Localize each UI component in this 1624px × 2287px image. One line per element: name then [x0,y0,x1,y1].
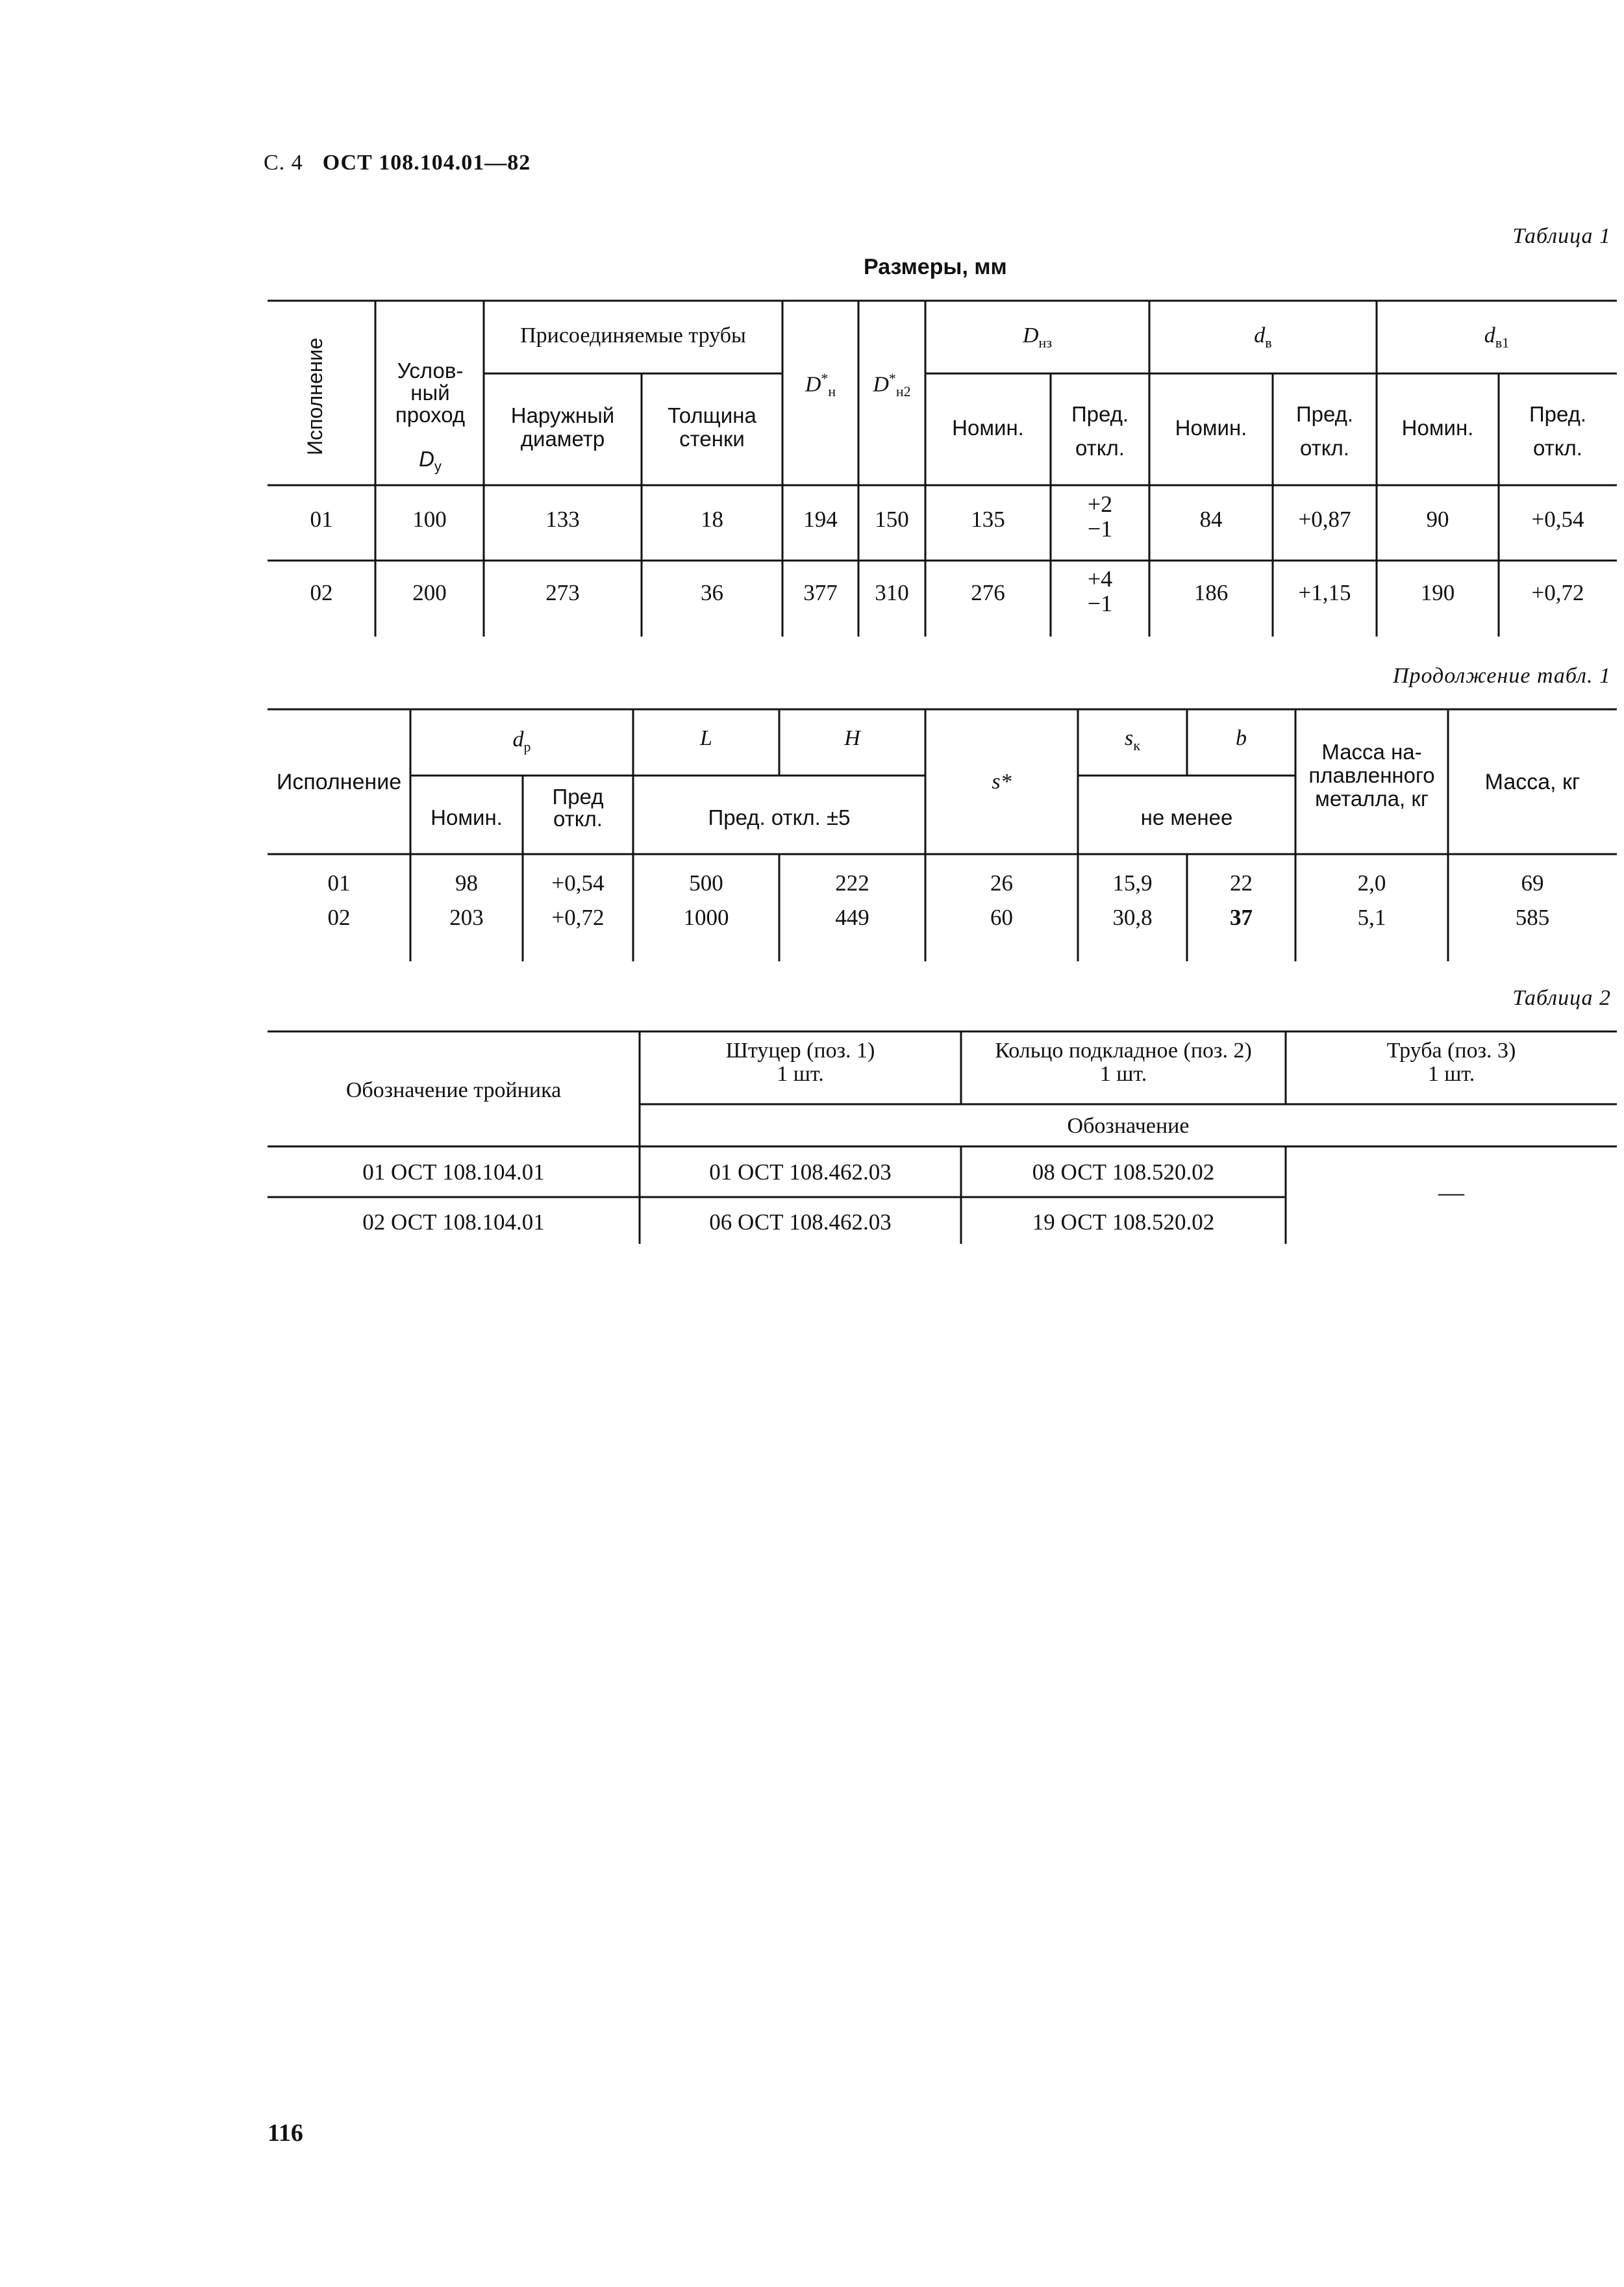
t1-cell-dn: 194 [803,507,838,532]
t1b-cell-dp-nom: 98 [455,870,478,896]
t1-cell-dy: 200 [412,580,447,605]
t1-dv1-header [1377,323,1617,351]
t1-cell-dnz-nom: 276 [971,580,1005,605]
t1-cell-nar: 133 [545,507,580,532]
t1-dn2-symbol: D [873,372,889,397]
t1b-H-header: H [844,726,860,750]
t1-dnz-sub: нз [1038,334,1053,351]
t1b-cell-isp: 01 [327,870,351,896]
t2-oboz-header: Обозначение [1067,1114,1190,1138]
t1b-s-header: s* [992,770,1012,794]
table1-caption: Таблица 1 [1512,224,1611,248]
t1-tolsh-header: Толщина стенки [668,403,756,451]
t1-prisoed-header: Присоединяемые трубы [520,323,746,347]
t1-dv-symbol: d [1254,323,1266,347]
t1b-cell-m: 69 [1521,870,1544,896]
t1-dn-sub: н [828,383,836,400]
t2-cell-sh: 06 ОСТ 108.462.03 [709,1209,892,1235]
t1-dv-nomin-header: Номин. [1175,416,1247,440]
t1-cell-isp: 01 [310,507,333,532]
table1-subtitle: Размеры, мм [864,255,1007,279]
t1-naruzh-header: Наружный диаметр [510,403,615,451]
t1-dn-header [782,370,858,400]
t1b-cell-sk: 30,8 [1112,905,1153,930]
t1b-cell-s: 26 [990,870,1013,896]
page-label: С. 4 [264,151,303,175]
t2-cell-tr: 02 ОСТ 108.104.01 [362,1209,545,1235]
t1-cell-dy: 100 [412,507,447,532]
t1b-cell-dp-nom: 203 [449,905,484,930]
t1b-nomin-header: Номин. [431,805,503,829]
t2-shtucer-header: Штуцер (поз. 1) 1 шт. [725,1039,875,1086]
t2-cell-ko: 08 ОСТ 108.520.02 [1032,1159,1215,1185]
t1b-b-header: b [1236,726,1247,750]
t1b-cell-mn: 2,0 [1357,870,1386,896]
t1-dn-sup: * [821,370,829,386]
t1-cell-dv1-pred: +0,54 [1531,507,1584,532]
t1b-pred5-header: Пред. откл. ±5 [708,805,851,829]
t1b-cell-b: 22 [1230,870,1253,896]
t1-dnz-pred-header: Пред. откл. [1071,402,1129,460]
t1b-cell-mn: 5,1 [1357,905,1386,930]
t1b-cell-sk: 15,9 [1112,870,1153,896]
t1-cell-isp: 02 [310,580,333,605]
table1b-caption: Продолжение табл. 1 [1392,664,1611,688]
t1-dn-symbol: D [805,372,821,397]
t1b-cell-m: 585 [1515,905,1550,930]
t1-cell-dv1-nom: 190 [1420,580,1455,605]
t1-cell-dv1-pred: +0,72 [1531,580,1584,605]
t1-cell-dv-pred: +0,87 [1298,507,1351,532]
t1-cell-dv-pred: +1,15 [1298,580,1351,605]
t1-ispolnenie-header [295,312,334,481]
t1-cell-dnz-pred: +4 −1 [1087,566,1113,616]
t1-dv-sub: в [1265,334,1272,351]
t1-cell-dv-nom: 84 [1199,507,1223,532]
t1b-cell-H: 222 [835,870,869,896]
t1-dnz-nomin-header: Номин. [952,416,1024,440]
t2-cell-sh: 01 ОСТ 108.462.03 [709,1159,892,1185]
t2-oboz-tr-header: Обозначение тройника [345,1078,562,1102]
t1-dv1-nomin-header: Номин. [1401,416,1474,440]
t1-uslovny-label: Услов- ный проход [395,359,466,427]
t1-dy-symbol: D [419,447,434,471]
t1b-massa-header: Масса, кг [1484,770,1580,794]
t1b-dp-symbol: d [512,727,524,752]
t1-dv1-symbol: d [1484,323,1495,347]
t1-cell-nar: 273 [545,580,580,605]
t1-dv-header [1149,323,1377,351]
t2-truba-header: Труба (поз. 3) 1 шт. [1386,1039,1516,1086]
t1-dv1-pred-header: Пред. откл. [1529,402,1587,460]
page-number: 116 [268,2119,303,2147]
t1b-pred-header: Пред откл. [552,785,604,831]
t1-cell-dn2: 310 [875,580,909,605]
t1b-cell-isp: 02 [327,905,351,930]
t1-dn2-sub: н2 [895,383,911,400]
t1b-sk-sub: к [1133,737,1140,753]
t1-dnz-header [925,323,1149,351]
t2-kolco-header: Кольцо подкладное (поз. 2) 1 шт. [995,1039,1252,1086]
t1b-cell-dp-pred: +0,54 [551,870,605,896]
standard-code: ОСТ 108.104.01—82 [322,151,531,175]
t1b-cell-dp-pred: +0,72 [551,905,605,930]
t1-dv1-sub: в1 [1495,334,1510,351]
t1b-L-header: L [700,726,712,750]
t1-dv-pred-header: Пред. откл. [1295,402,1354,460]
t1-cell-dv-nom: 186 [1193,580,1229,605]
t1-cell-dnz-pred: +2 −1 [1087,491,1113,542]
t1b-sk-symbol: s [1125,726,1134,750]
t1b-cell-L: 1000 [683,905,729,930]
t1-cell-tol: 36 [701,580,723,605]
t1b-dp-header [410,727,633,755]
t1-uslovny-header [377,338,484,478]
t1b-ispolnenie-header: Исполнение [276,770,402,794]
t1-cell-dnz-nom: 135 [971,507,1005,532]
t1b-sk-header [1078,726,1187,754]
t2-cell-tr: 01 ОСТ 108.104.01 [362,1159,545,1185]
t1b-dp-sub: р [523,738,531,755]
t2-cell-ko: 19 ОСТ 108.520.02 [1032,1209,1215,1235]
t1b-massa-napl-header: Масса на- плавленного металла, кг [1308,740,1435,811]
t1b-nemenee-header: не менее [1140,805,1233,829]
table2-caption: Таблица 2 [1512,986,1611,1010]
t1-dn2-sup: * [888,370,896,386]
t1b-cell-L: 500 [689,870,723,896]
t1-cell-tol: 18 [701,507,723,532]
t1-cell-dv1-nom: 90 [1426,507,1449,532]
t1-cell-dn2: 150 [875,507,909,532]
t1-ispolnenie-label: Исполнение [303,337,327,455]
t1-dy-sub: у [434,458,442,475]
t1b-cell-b: 37 [1230,905,1253,930]
t1b-cell-H: 449 [835,905,869,930]
t1-dn2-header [858,370,925,400]
t1-cell-dn: 377 [803,580,838,605]
t1-dnz-symbol: D [1022,323,1039,347]
t2-truba-value: — [1438,1178,1464,1207]
t1b-cell-s: 60 [990,905,1013,930]
